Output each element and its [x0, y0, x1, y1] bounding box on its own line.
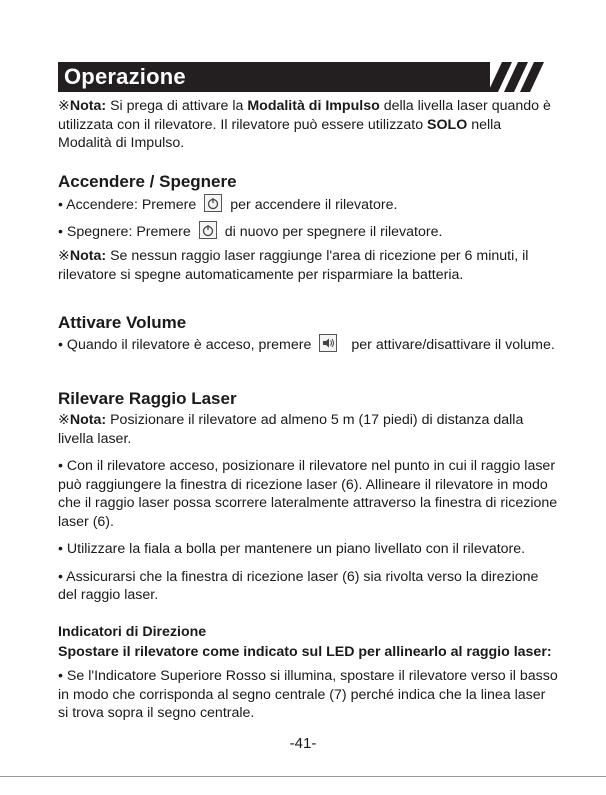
note-mark: ※ — [58, 248, 70, 264]
note-mark: ※ — [58, 98, 70, 114]
direction-bullet-1: • Se l'Indicatore Superiore Rosso si illumina, spostare il rilevatore verso il basso in modo che corrisponda al segno centrale (7) perché indica che la linea laser si trova sopra il segno centrale. — [58, 668, 558, 721]
note-paragraph — [58, 97, 558, 153]
note-label: Nota: — [69, 248, 107, 264]
heading-power: Accendere / Spegnere — [58, 172, 237, 191]
power-note — [58, 247, 558, 284]
power-note-text: Se nessun raggio laser raggiunge l'area di ricezione per 6 minuti, il rilevatore si spegne automaticamente per risparmiare la batteria. — [58, 248, 529, 283]
volume-icon — [319, 334, 337, 352]
note-text-2: della livella laser quando è utilizzata con il rilevatore. Il rilevatore può essere utilizzato — [58, 98, 551, 133]
heading-direction: Indicatori di Direzione — [58, 624, 207, 640]
page-number: -41- — [289, 735, 317, 752]
note-mark: ※ — [58, 412, 70, 428]
volume-line — [58, 334, 558, 355]
section-volume — [58, 313, 558, 355]
note-bold-pulse-mode: Modalità di Impulso — [247, 98, 380, 114]
heading-detect: Rilevare Raggio Laser — [58, 389, 237, 408]
power-off-text: • Spegnere: Premere — [58, 223, 191, 240]
note-label: Nota: — [69, 412, 107, 428]
section-detect — [58, 389, 558, 605]
section-direction — [58, 623, 558, 723]
power-on-line — [58, 194, 558, 215]
page-title: Operazione — [64, 64, 186, 89]
power-icon — [204, 194, 222, 212]
section-header — [58, 62, 546, 92]
detect-bullet-2: • Utilizzare la fiala a bolla per mantenere un piano livellato con il rilevatore. — [58, 541, 526, 557]
section-power — [58, 172, 558, 284]
volume-text-after: per attivare/disattivare il volume. — [351, 337, 555, 353]
detect-bullet-3: • Assicurarsi che la finestra di ricezione laser (6) sia rivolta verso la direzione del raggio laser. — [58, 568, 539, 603]
detect-note — [58, 411, 558, 448]
note-text-1: Si prega di attivare la — [106, 98, 248, 114]
power-on-text: • Accendere: Premere — [58, 197, 197, 213]
power-on-text-after: per accendere il rilevatore. — [230, 197, 398, 213]
note-bold-only: SOLO — [427, 116, 468, 133]
note-pulse-mode — [58, 97, 558, 153]
detect-bullet-1: • Con il rilevatore acceso, posizionare il rilevatore nel punto in cui il raggio laser può raggiungere la finestra di ricezione laser (6). Allineare il rilevatore in modo che il raggio laser possa scorrere lateralmente attraverso la finestra di ricezione laser (6). — [58, 458, 558, 530]
bottom-rule — [0, 776, 606, 777]
subheading-direction: Spostare il rilevatore come indicato sul LED per allinearlo al raggio laser: — [58, 644, 552, 660]
note-text-3: nella Modalità di Impulso. — [58, 116, 502, 151]
note-label: Nota: — [69, 98, 107, 114]
volume-text: • Quando il rilevatore è acceso, premere — [58, 337, 312, 353]
power-off-text-after: di nuovo per spegnere il rilevatore. — [224, 223, 443, 240]
detect-note-text: Posizionare il rilevatore ad almeno 5 m (17 piedi) di distanza dalla livella laser. — [58, 412, 524, 447]
power-off-line — [58, 221, 558, 242]
heading-volume: Attivare Volume — [58, 313, 187, 332]
header-slashes-decoration — [488, 62, 548, 92]
power-icon — [199, 221, 217, 239]
